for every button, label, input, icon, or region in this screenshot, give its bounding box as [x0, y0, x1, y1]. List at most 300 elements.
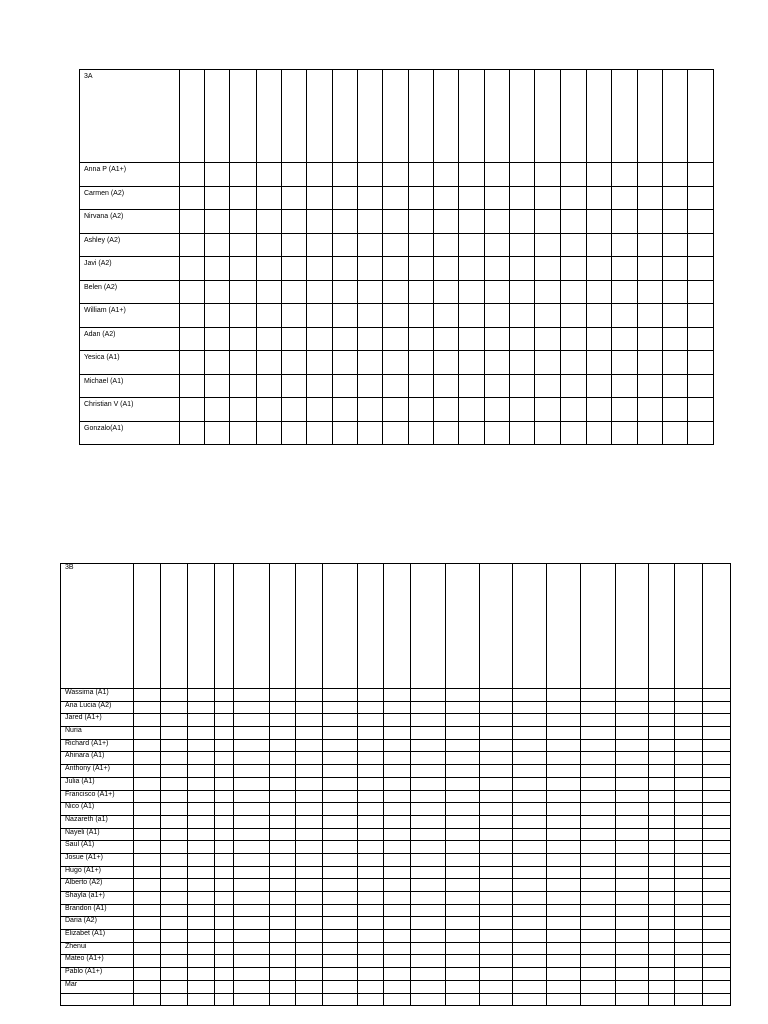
- grade-cell[interactable]: [637, 351, 662, 375]
- grade-cell[interactable]: [535, 210, 561, 234]
- grade-cell[interactable]: [332, 280, 357, 304]
- grade-cell[interactable]: [561, 421, 586, 445]
- grade-cell[interactable]: [180, 327, 205, 351]
- grade-cell[interactable]: [295, 879, 322, 892]
- grade-cell[interactable]: [160, 942, 187, 955]
- grade-cell[interactable]: [281, 163, 306, 187]
- grade-cell[interactable]: [580, 968, 615, 981]
- grade-cell[interactable]: [180, 280, 205, 304]
- grade-cell[interactable]: [611, 210, 637, 234]
- grade-cell[interactable]: [215, 841, 234, 854]
- grade-cell[interactable]: [180, 233, 205, 257]
- header-cell[interactable]: [615, 564, 649, 689]
- grade-cell[interactable]: [512, 980, 547, 993]
- grade-cell[interactable]: [160, 803, 187, 816]
- grade-cell[interactable]: [383, 892, 410, 905]
- grade-cell[interactable]: [215, 853, 234, 866]
- grade-cell[interactable]: [675, 917, 702, 930]
- grade-cell[interactable]: [637, 421, 662, 445]
- grade-cell[interactable]: [357, 955, 383, 968]
- grade-cell[interactable]: [323, 917, 358, 930]
- grade-cell[interactable]: [687, 304, 713, 328]
- header-cell[interactable]: [535, 70, 561, 163]
- grade-cell[interactable]: [561, 163, 586, 187]
- grade-cell[interactable]: [445, 904, 480, 917]
- grade-cell[interactable]: [332, 374, 357, 398]
- grade-cell[interactable]: [295, 815, 322, 828]
- grade-cell[interactable]: [134, 739, 160, 752]
- grade-cell[interactable]: [580, 866, 615, 879]
- grade-cell[interactable]: [611, 374, 637, 398]
- grade-cell[interactable]: [480, 980, 513, 993]
- grade-cell[interactable]: [409, 186, 434, 210]
- grade-cell[interactable]: [160, 930, 187, 943]
- grade-cell[interactable]: [512, 892, 547, 905]
- grade-cell[interactable]: [615, 701, 649, 714]
- grade-cell[interactable]: [535, 186, 561, 210]
- grade-cell[interactable]: [357, 257, 382, 281]
- grade-cell[interactable]: [383, 955, 410, 968]
- grade-cell[interactable]: [269, 727, 295, 740]
- grade-cell[interactable]: [134, 930, 160, 943]
- grade-cell[interactable]: [485, 163, 510, 187]
- grade-cell[interactable]: [187, 777, 214, 790]
- grade-cell[interactable]: [675, 892, 702, 905]
- grade-cell[interactable]: [535, 280, 561, 304]
- grade-cell[interactable]: [233, 841, 269, 854]
- grade-cell[interactable]: [383, 930, 410, 943]
- grade-cell[interactable]: [510, 210, 535, 234]
- grade-cell[interactable]: [512, 815, 547, 828]
- grade-cell[interactable]: [649, 942, 675, 955]
- grade-cell[interactable]: [510, 163, 535, 187]
- grade-cell[interactable]: [675, 904, 702, 917]
- grade-cell[interactable]: [411, 803, 446, 816]
- grade-cell[interactable]: [357, 233, 382, 257]
- grade-cell[interactable]: [687, 210, 713, 234]
- grade-cell[interactable]: [134, 765, 160, 778]
- grade-cell[interactable]: [215, 828, 234, 841]
- grade-cell[interactable]: [323, 701, 358, 714]
- grade-cell[interactable]: [187, 968, 214, 981]
- grade-cell[interactable]: [586, 421, 611, 445]
- grade-cell[interactable]: [306, 233, 332, 257]
- grade-cell[interactable]: [233, 892, 269, 905]
- grade-cell[interactable]: [580, 904, 615, 917]
- grade-cell[interactable]: [535, 327, 561, 351]
- grade-cell[interactable]: [233, 942, 269, 955]
- grade-cell[interactable]: [323, 866, 358, 879]
- grade-cell[interactable]: [357, 351, 382, 375]
- grade-cell[interactable]: [269, 917, 295, 930]
- grade-cell[interactable]: [561, 398, 586, 422]
- grade-cell[interactable]: [323, 892, 358, 905]
- grade-cell[interactable]: [611, 398, 637, 422]
- grade-cell[interactable]: [586, 398, 611, 422]
- grade-cell[interactable]: [134, 815, 160, 828]
- grade-cell[interactable]: [233, 828, 269, 841]
- grade-cell[interactable]: [535, 421, 561, 445]
- grade-cell[interactable]: [434, 210, 459, 234]
- grade-cell[interactable]: [586, 351, 611, 375]
- grade-cell[interactable]: [649, 955, 675, 968]
- grade-cell[interactable]: [662, 233, 687, 257]
- grade-cell[interactable]: [434, 327, 459, 351]
- grade-cell[interactable]: [215, 689, 234, 702]
- grade-cell[interactable]: [357, 739, 383, 752]
- grade-cell[interactable]: [269, 841, 295, 854]
- grade-cell[interactable]: [687, 280, 713, 304]
- grade-cell[interactable]: [480, 689, 513, 702]
- grade-cell[interactable]: [357, 968, 383, 981]
- grade-cell[interactable]: [662, 280, 687, 304]
- grade-cell[interactable]: [134, 803, 160, 816]
- header-cell[interactable]: [687, 70, 713, 163]
- grade-cell[interactable]: [295, 853, 322, 866]
- grade-cell[interactable]: [233, 917, 269, 930]
- grade-cell[interactable]: [675, 930, 702, 943]
- grade-cell[interactable]: [580, 879, 615, 892]
- grade-cell[interactable]: [411, 790, 446, 803]
- grade-cell[interactable]: [586, 257, 611, 281]
- grade-cell[interactable]: [637, 327, 662, 351]
- grade-cell[interactable]: [411, 739, 446, 752]
- grade-cell[interactable]: [535, 304, 561, 328]
- grade-cell[interactable]: [480, 930, 513, 943]
- grade-cell[interactable]: [230, 304, 256, 328]
- grade-cell[interactable]: [295, 701, 322, 714]
- grade-cell[interactable]: [434, 186, 459, 210]
- grade-cell[interactable]: [357, 701, 383, 714]
- grade-cell[interactable]: [702, 739, 730, 752]
- grade-cell[interactable]: [675, 841, 702, 854]
- grade-cell[interactable]: [281, 233, 306, 257]
- grade-cell[interactable]: [332, 421, 357, 445]
- grade-cell[interactable]: [383, 917, 410, 930]
- grade-cell[interactable]: [580, 917, 615, 930]
- grade-cell[interactable]: [281, 280, 306, 304]
- grade-cell[interactable]: [580, 803, 615, 816]
- header-cell[interactable]: [561, 70, 586, 163]
- grade-cell[interactable]: [382, 421, 408, 445]
- grade-cell[interactable]: [215, 714, 234, 727]
- grade-cell[interactable]: [615, 930, 649, 943]
- grade-cell[interactable]: [480, 955, 513, 968]
- grade-cell[interactable]: [233, 777, 269, 790]
- grade-cell[interactable]: [675, 727, 702, 740]
- grade-cell[interactable]: [637, 233, 662, 257]
- grade-cell[interactable]: [510, 304, 535, 328]
- header-cell[interactable]: [485, 70, 510, 163]
- grade-cell[interactable]: [382, 257, 408, 281]
- grade-cell[interactable]: [547, 739, 581, 752]
- grade-cell[interactable]: [615, 777, 649, 790]
- grade-cell[interactable]: [332, 351, 357, 375]
- grade-cell[interactable]: [180, 186, 205, 210]
- header-cell[interactable]: [269, 564, 295, 689]
- grade-cell[interactable]: [306, 304, 332, 328]
- grade-cell[interactable]: [357, 853, 383, 866]
- grade-cell[interactable]: [160, 879, 187, 892]
- grade-cell[interactable]: [134, 828, 160, 841]
- header-cell[interactable]: [205, 70, 230, 163]
- grade-cell[interactable]: [295, 955, 322, 968]
- grade-cell[interactable]: [547, 942, 581, 955]
- grade-cell[interactable]: [411, 930, 446, 943]
- grade-cell[interactable]: [269, 866, 295, 879]
- grade-cell[interactable]: [409, 374, 434, 398]
- grade-cell[interactable]: [409, 304, 434, 328]
- grade-cell[interactable]: [480, 701, 513, 714]
- grade-cell[interactable]: [187, 714, 214, 727]
- grade-cell[interactable]: [233, 701, 269, 714]
- grade-cell[interactable]: [459, 374, 485, 398]
- grade-cell[interactable]: [160, 777, 187, 790]
- grade-cell[interactable]: [675, 701, 702, 714]
- grade-cell[interactable]: [187, 727, 214, 740]
- header-cell[interactable]: [459, 70, 485, 163]
- grade-cell[interactable]: [615, 739, 649, 752]
- grade-cell[interactable]: [323, 739, 358, 752]
- grade-cell[interactable]: [233, 879, 269, 892]
- grade-cell[interactable]: [281, 210, 306, 234]
- grade-cell[interactable]: [269, 942, 295, 955]
- grade-cell[interactable]: [269, 701, 295, 714]
- grade-cell[interactable]: [580, 701, 615, 714]
- grade-cell[interactable]: [269, 828, 295, 841]
- grade-cell[interactable]: [233, 803, 269, 816]
- grade-cell[interactable]: [357, 210, 382, 234]
- grade-cell[interactable]: [547, 841, 581, 854]
- grade-cell[interactable]: [611, 304, 637, 328]
- header-cell[interactable]: [434, 70, 459, 163]
- grade-cell[interactable]: [187, 892, 214, 905]
- grade-cell[interactable]: [512, 777, 547, 790]
- grade-cell[interactable]: [357, 398, 382, 422]
- grade-cell[interactable]: [586, 280, 611, 304]
- grade-cell[interactable]: [580, 841, 615, 854]
- grade-cell[interactable]: [134, 968, 160, 981]
- grade-cell[interactable]: [256, 210, 281, 234]
- grade-cell[interactable]: [233, 993, 269, 1006]
- grade-cell[interactable]: [134, 701, 160, 714]
- grade-cell[interactable]: [323, 879, 358, 892]
- header-cell[interactable]: [662, 70, 687, 163]
- grade-cell[interactable]: [649, 752, 675, 765]
- grade-cell[interactable]: [445, 993, 480, 1006]
- grade-cell[interactable]: [383, 727, 410, 740]
- grade-cell[interactable]: [411, 701, 446, 714]
- grade-cell[interactable]: [409, 233, 434, 257]
- grade-cell[interactable]: [187, 828, 214, 841]
- grade-cell[interactable]: [445, 689, 480, 702]
- grade-cell[interactable]: [411, 917, 446, 930]
- grade-cell[interactable]: [215, 968, 234, 981]
- grade-cell[interactable]: [295, 828, 322, 841]
- header-cell[interactable]: [649, 564, 675, 689]
- grade-cell[interactable]: [411, 892, 446, 905]
- grade-cell[interactable]: [702, 752, 730, 765]
- header-cell[interactable]: [281, 70, 306, 163]
- grade-cell[interactable]: [434, 280, 459, 304]
- grade-cell[interactable]: [357, 280, 382, 304]
- grade-cell[interactable]: [434, 257, 459, 281]
- grade-cell[interactable]: [382, 186, 408, 210]
- grade-cell[interactable]: [357, 689, 383, 702]
- grade-cell[interactable]: [675, 853, 702, 866]
- grade-cell[interactable]: [675, 828, 702, 841]
- grade-cell[interactable]: [702, 942, 730, 955]
- grade-cell[interactable]: [411, 993, 446, 1006]
- grade-cell[interactable]: [445, 739, 480, 752]
- grade-cell[interactable]: [580, 765, 615, 778]
- grade-cell[interactable]: [134, 980, 160, 993]
- grade-cell[interactable]: [485, 304, 510, 328]
- header-cell[interactable]: [332, 70, 357, 163]
- grade-cell[interactable]: [637, 304, 662, 328]
- grade-cell[interactable]: [295, 689, 322, 702]
- grade-cell[interactable]: [160, 841, 187, 854]
- grade-cell[interactable]: [586, 374, 611, 398]
- grade-cell[interactable]: [187, 942, 214, 955]
- grade-cell[interactable]: [615, 879, 649, 892]
- grade-cell[interactable]: [205, 257, 230, 281]
- grade-cell[interactable]: [233, 815, 269, 828]
- header-cell[interactable]: [411, 564, 446, 689]
- grade-cell[interactable]: [662, 351, 687, 375]
- grade-cell[interactable]: [611, 163, 637, 187]
- grade-cell[interactable]: [215, 790, 234, 803]
- grade-cell[interactable]: [409, 421, 434, 445]
- grade-cell[interactable]: [512, 993, 547, 1006]
- grade-cell[interactable]: [480, 714, 513, 727]
- grade-cell[interactable]: [702, 917, 730, 930]
- grade-cell[interactable]: [485, 421, 510, 445]
- grade-cell[interactable]: [323, 828, 358, 841]
- grade-cell[interactable]: [675, 879, 702, 892]
- grade-cell[interactable]: [160, 980, 187, 993]
- grade-cell[interactable]: [295, 917, 322, 930]
- grade-cell[interactable]: [459, 163, 485, 187]
- grade-cell[interactable]: [675, 993, 702, 1006]
- grade-cell[interactable]: [332, 210, 357, 234]
- grade-cell[interactable]: [409, 210, 434, 234]
- grade-cell[interactable]: [160, 853, 187, 866]
- grade-cell[interactable]: [357, 828, 383, 841]
- grade-cell[interactable]: [269, 803, 295, 816]
- grade-cell[interactable]: [411, 980, 446, 993]
- grade-cell[interactable]: [411, 904, 446, 917]
- grade-cell[interactable]: [580, 955, 615, 968]
- grade-cell[interactable]: [215, 803, 234, 816]
- grade-cell[interactable]: [215, 765, 234, 778]
- grade-cell[interactable]: [281, 186, 306, 210]
- grade-cell[interactable]: [547, 879, 581, 892]
- header-cell[interactable]: [409, 70, 434, 163]
- grade-cell[interactable]: [323, 689, 358, 702]
- grade-cell[interactable]: [215, 866, 234, 879]
- grade-cell[interactable]: [561, 304, 586, 328]
- grade-cell[interactable]: [215, 752, 234, 765]
- grade-cell[interactable]: [187, 955, 214, 968]
- grade-cell[interactable]: [480, 993, 513, 1006]
- grade-cell[interactable]: [230, 351, 256, 375]
- grade-cell[interactable]: [233, 689, 269, 702]
- grade-cell[interactable]: [295, 980, 322, 993]
- grade-cell[interactable]: [637, 257, 662, 281]
- grade-cell[interactable]: [459, 304, 485, 328]
- grade-cell[interactable]: [205, 374, 230, 398]
- grade-cell[interactable]: [180, 398, 205, 422]
- grade-cell[interactable]: [215, 727, 234, 740]
- grade-cell[interactable]: [615, 980, 649, 993]
- grade-cell[interactable]: [702, 815, 730, 828]
- grade-cell[interactable]: [547, 790, 581, 803]
- grade-cell[interactable]: [205, 351, 230, 375]
- grade-cell[interactable]: [323, 815, 358, 828]
- grade-cell[interactable]: [586, 186, 611, 210]
- grade-cell[interactable]: [256, 163, 281, 187]
- grade-cell[interactable]: [160, 955, 187, 968]
- grade-cell[interactable]: [649, 841, 675, 854]
- grade-cell[interactable]: [662, 374, 687, 398]
- grade-cell[interactable]: [649, 904, 675, 917]
- grade-cell[interactable]: [512, 714, 547, 727]
- grade-cell[interactable]: [675, 714, 702, 727]
- header-cell[interactable]: [160, 564, 187, 689]
- grade-cell[interactable]: [357, 777, 383, 790]
- grade-cell[interactable]: [459, 186, 485, 210]
- grade-cell[interactable]: [134, 841, 160, 854]
- grade-cell[interactable]: [256, 186, 281, 210]
- grade-cell[interactable]: [306, 327, 332, 351]
- grade-cell[interactable]: [615, 714, 649, 727]
- grade-cell[interactable]: [547, 815, 581, 828]
- grade-cell[interactable]: [580, 980, 615, 993]
- grade-cell[interactable]: [233, 790, 269, 803]
- grade-cell[interactable]: [332, 327, 357, 351]
- grade-cell[interactable]: [205, 398, 230, 422]
- header-cell[interactable]: [382, 70, 408, 163]
- grade-cell[interactable]: [675, 866, 702, 879]
- grade-cell[interactable]: [702, 904, 730, 917]
- grade-cell[interactable]: [459, 210, 485, 234]
- grade-cell[interactable]: [134, 904, 160, 917]
- grade-cell[interactable]: [510, 233, 535, 257]
- grade-cell[interactable]: [480, 828, 513, 841]
- grade-cell[interactable]: [256, 257, 281, 281]
- grade-cell[interactable]: [281, 398, 306, 422]
- grade-cell[interactable]: [615, 892, 649, 905]
- grade-cell[interactable]: [510, 421, 535, 445]
- grade-cell[interactable]: [134, 689, 160, 702]
- grade-cell[interactable]: [323, 777, 358, 790]
- header-cell[interactable]: [233, 564, 269, 689]
- grade-cell[interactable]: [480, 739, 513, 752]
- grade-cell[interactable]: [269, 739, 295, 752]
- grade-cell[interactable]: [134, 866, 160, 879]
- grade-cell[interactable]: [306, 374, 332, 398]
- header-cell[interactable]: [323, 564, 358, 689]
- grade-cell[interactable]: [586, 327, 611, 351]
- grade-cell[interactable]: [281, 421, 306, 445]
- grade-cell[interactable]: [269, 892, 295, 905]
- grade-cell[interactable]: [205, 280, 230, 304]
- grade-cell[interactable]: [662, 210, 687, 234]
- grade-cell[interactable]: [434, 398, 459, 422]
- grade-cell[interactable]: [580, 930, 615, 943]
- grade-cell[interactable]: [230, 163, 256, 187]
